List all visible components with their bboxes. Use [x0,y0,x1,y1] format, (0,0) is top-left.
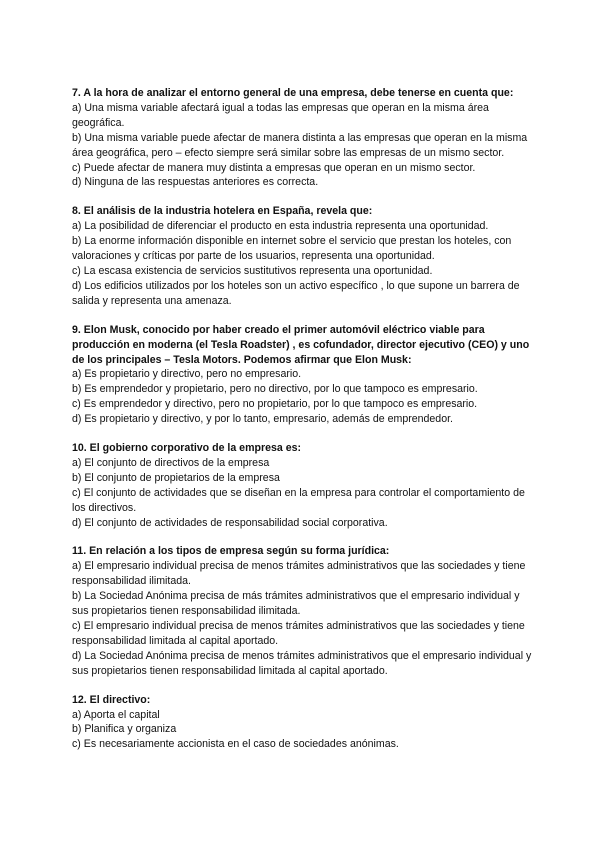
question-option: c) El empresario individual precisa de menos trámites administrativos que las sociedades y tiene responsabilidad limitada al capital aportado. [72,620,525,647]
question-option: d) Ninguna de las respuestas anteriores es correcta. [72,176,319,189]
question-option: d) Es propietario y directivo, y por lo tanto, empresario, además de emprendedor. [72,413,453,426]
question-title: 10. El gobierno corporativo de la empresa es: [72,442,302,455]
question-option: c) La escasa existencia de servicios sustitutivos representa una oportunidad. [72,264,433,277]
question-7 [72,86,532,190]
question-title: 11. En relación a los tipos de empresa según su forma jurídica: [72,545,390,558]
question-option: a) Aporta el capital [72,708,160,721]
question-option: b) Es emprendedor y propietario, pero no directivo, por lo que tampoco es empresario. [72,383,478,396]
question-option: c) Puede afectar de manera muy distinta a empresas que operan en un mismo sector. [72,161,476,174]
questions-list [72,86,532,766]
question-10 [72,441,532,530]
question-title: 8. El análisis de la industria hotelera en España, revela que: [72,205,373,218]
question-11 [72,544,532,678]
question-option: d) Los edificios utilizados por los hoteles son un activo específico , lo que supone un barrera de salida y representa una amenaza. [72,279,520,307]
question-option: b) El conjunto de propietarios de la empresa [72,471,280,484]
question-option: d) El conjunto de actividades de responsabilidad social corporativa. [72,516,388,529]
question-option: a) Una misma variable afectará igual a todas las empresas que operan en la misma área geográfica. [72,101,489,129]
question-12 [72,693,532,753]
question-title: 7. A la hora de analizar el entorno general de una empresa, debe tenerse en cuenta que: [72,87,514,99]
question-title: 9. Elon Musk, conocido por haber creado el primer automóvil eléctrico viable para producción en moderna (el Tesla Roadster) , es cofundador, director ejecutivo (CEO) y uno de los principales – Tesla Motors. Podemos afirmar que Elon Musk: [72,323,530,366]
question-option: b) Planifica y organiza [72,723,177,736]
question-option: b) La enorme información disponible en internet sobre el servicio que prestan los hoteles, con valoraciones y críticas por parte de los usuarios, representa una oportunidad. [72,235,512,263]
question-title: 12. El directivo: [72,693,151,706]
question-option: c) Es emprendedor y directivo, pero no propietario, por lo que tampoco es empresario. [72,398,478,411]
question-option: b) Una misma variable puede afectar de manera distinta a las empresas que operan en la misma área geográfica, pero ‒ efecto siempre será similar sobre las empresas de un mismo sector. [72,131,528,159]
question-option: d) La Sociedad Anónima precisa de menos trámites administrativos que el empresario individual y sus propietarios tienen responsabilidad limitada al capital aportado. [72,649,532,677]
question-8 [72,204,532,308]
question-option: a) El empresario individual precisa de menos trámites administrativos que las sociedades y tiene responsabilidad ilimitada. [72,560,526,588]
question-option: a) El conjunto de directivos de la empresa [72,456,270,469]
question-option: b) La Sociedad Anónima precisa de más trámites administrativos que el empresario individual y sus propietarios tienen responsabilidad ilimitada. [72,590,520,618]
question-option: a) La posibilidad de diferenciar el producto en esta industria representa una oportunidad. [72,220,489,233]
question-option: c) Es necesariamente accionista en el caso de sociedades anónimas. [72,738,399,751]
question-option: a) Es propietario y directivo, pero no empresario. [72,368,302,381]
question-9 [72,323,532,427]
question-option: c) El conjunto de actividades que se diseñan en la empresa para controlar el comportamiento de los directivos. [72,486,525,514]
